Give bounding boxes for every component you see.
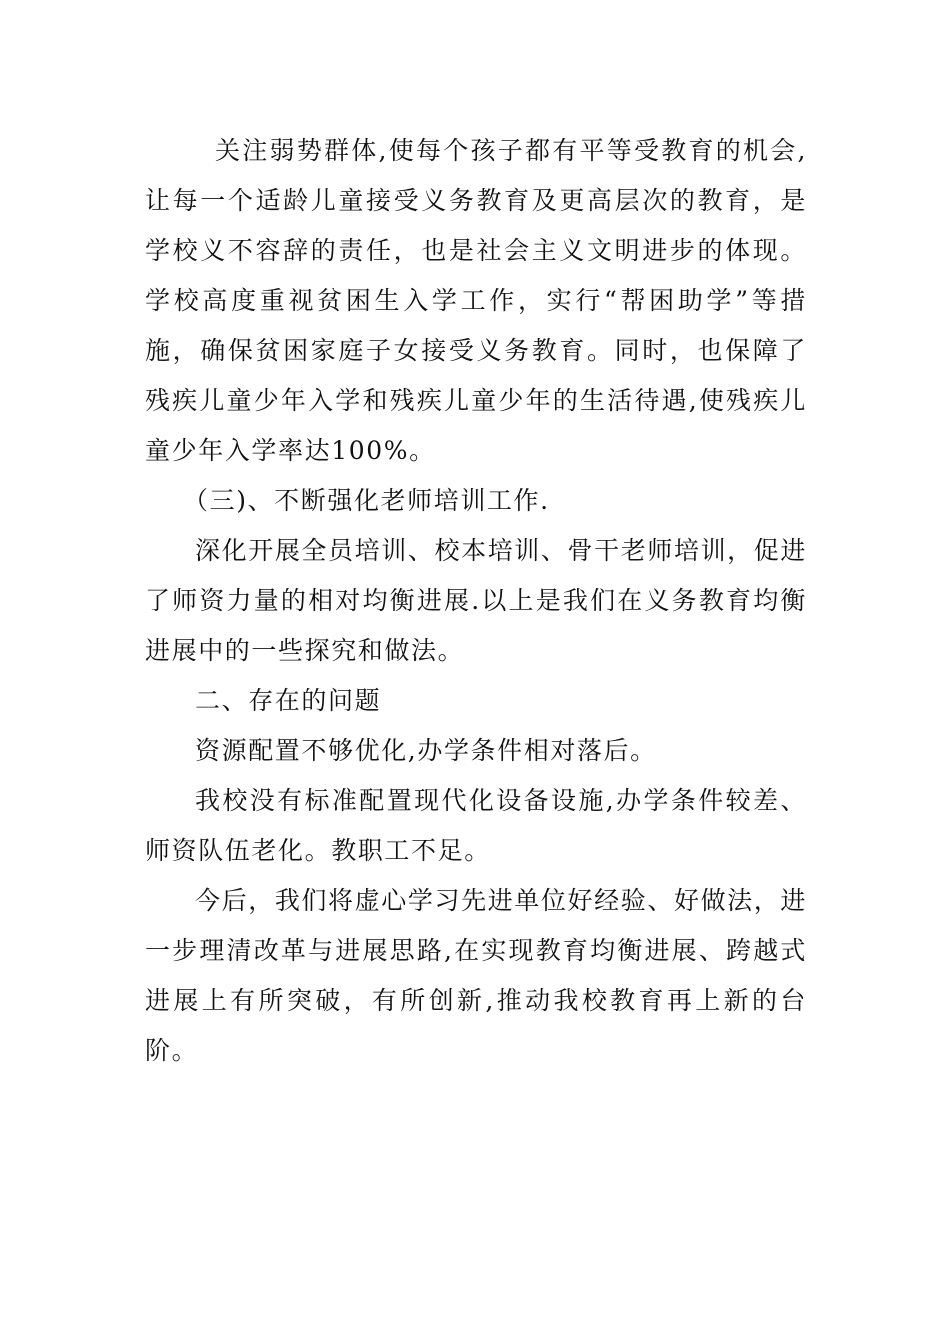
paragraph-resource-allocation: 资源配置不够优化,办学条件相对落后。 (195, 736, 657, 765)
section-heading-teacher-training: （三)、不断强化老师培训工作. (183, 486, 550, 515)
paragraph-teacher-training: 深化开展全员培训、校本培训、骨干老师培训，促进了师资力量的相对均衡进展.以上是我们在义务教育均衡进展中的一些探究和做法。 (145, 536, 807, 665)
document-body (145, 126, 807, 1076)
paragraph-vulnerable-groups: 关注弱势群体,使每个孩子都有平等受教育的机会,让每一个适龄儿童接受义务教育及更高层次的教育，是学校义不容辞的责任，也是社会主义文明进步的体现。学校高度重视贫困生入学工作，实行“帮困助学”等措施，确保贫困家庭子女接受义务教育。同时，也保障了残疾儿童少年入学和残疾儿童少年的生活待遇,使残疾儿童少年入学率达100%。 (145, 136, 807, 465)
section-heading-problems: 二、存在的问题 (195, 686, 382, 715)
paragraph-future-plans: 今后，我们将虚心学习先进单位好经验、好做法，进一步理清改革与进展思路,在实现教育均衡进展、跨越式进展上有所突破，有所创新,推动我校教育再上新的台阶。 (145, 886, 807, 1065)
paragraph-facilities: 我校没有标准配置现代化设备设施,办学条件较差、师资队伍老化。教职工不足。 (145, 786, 807, 865)
